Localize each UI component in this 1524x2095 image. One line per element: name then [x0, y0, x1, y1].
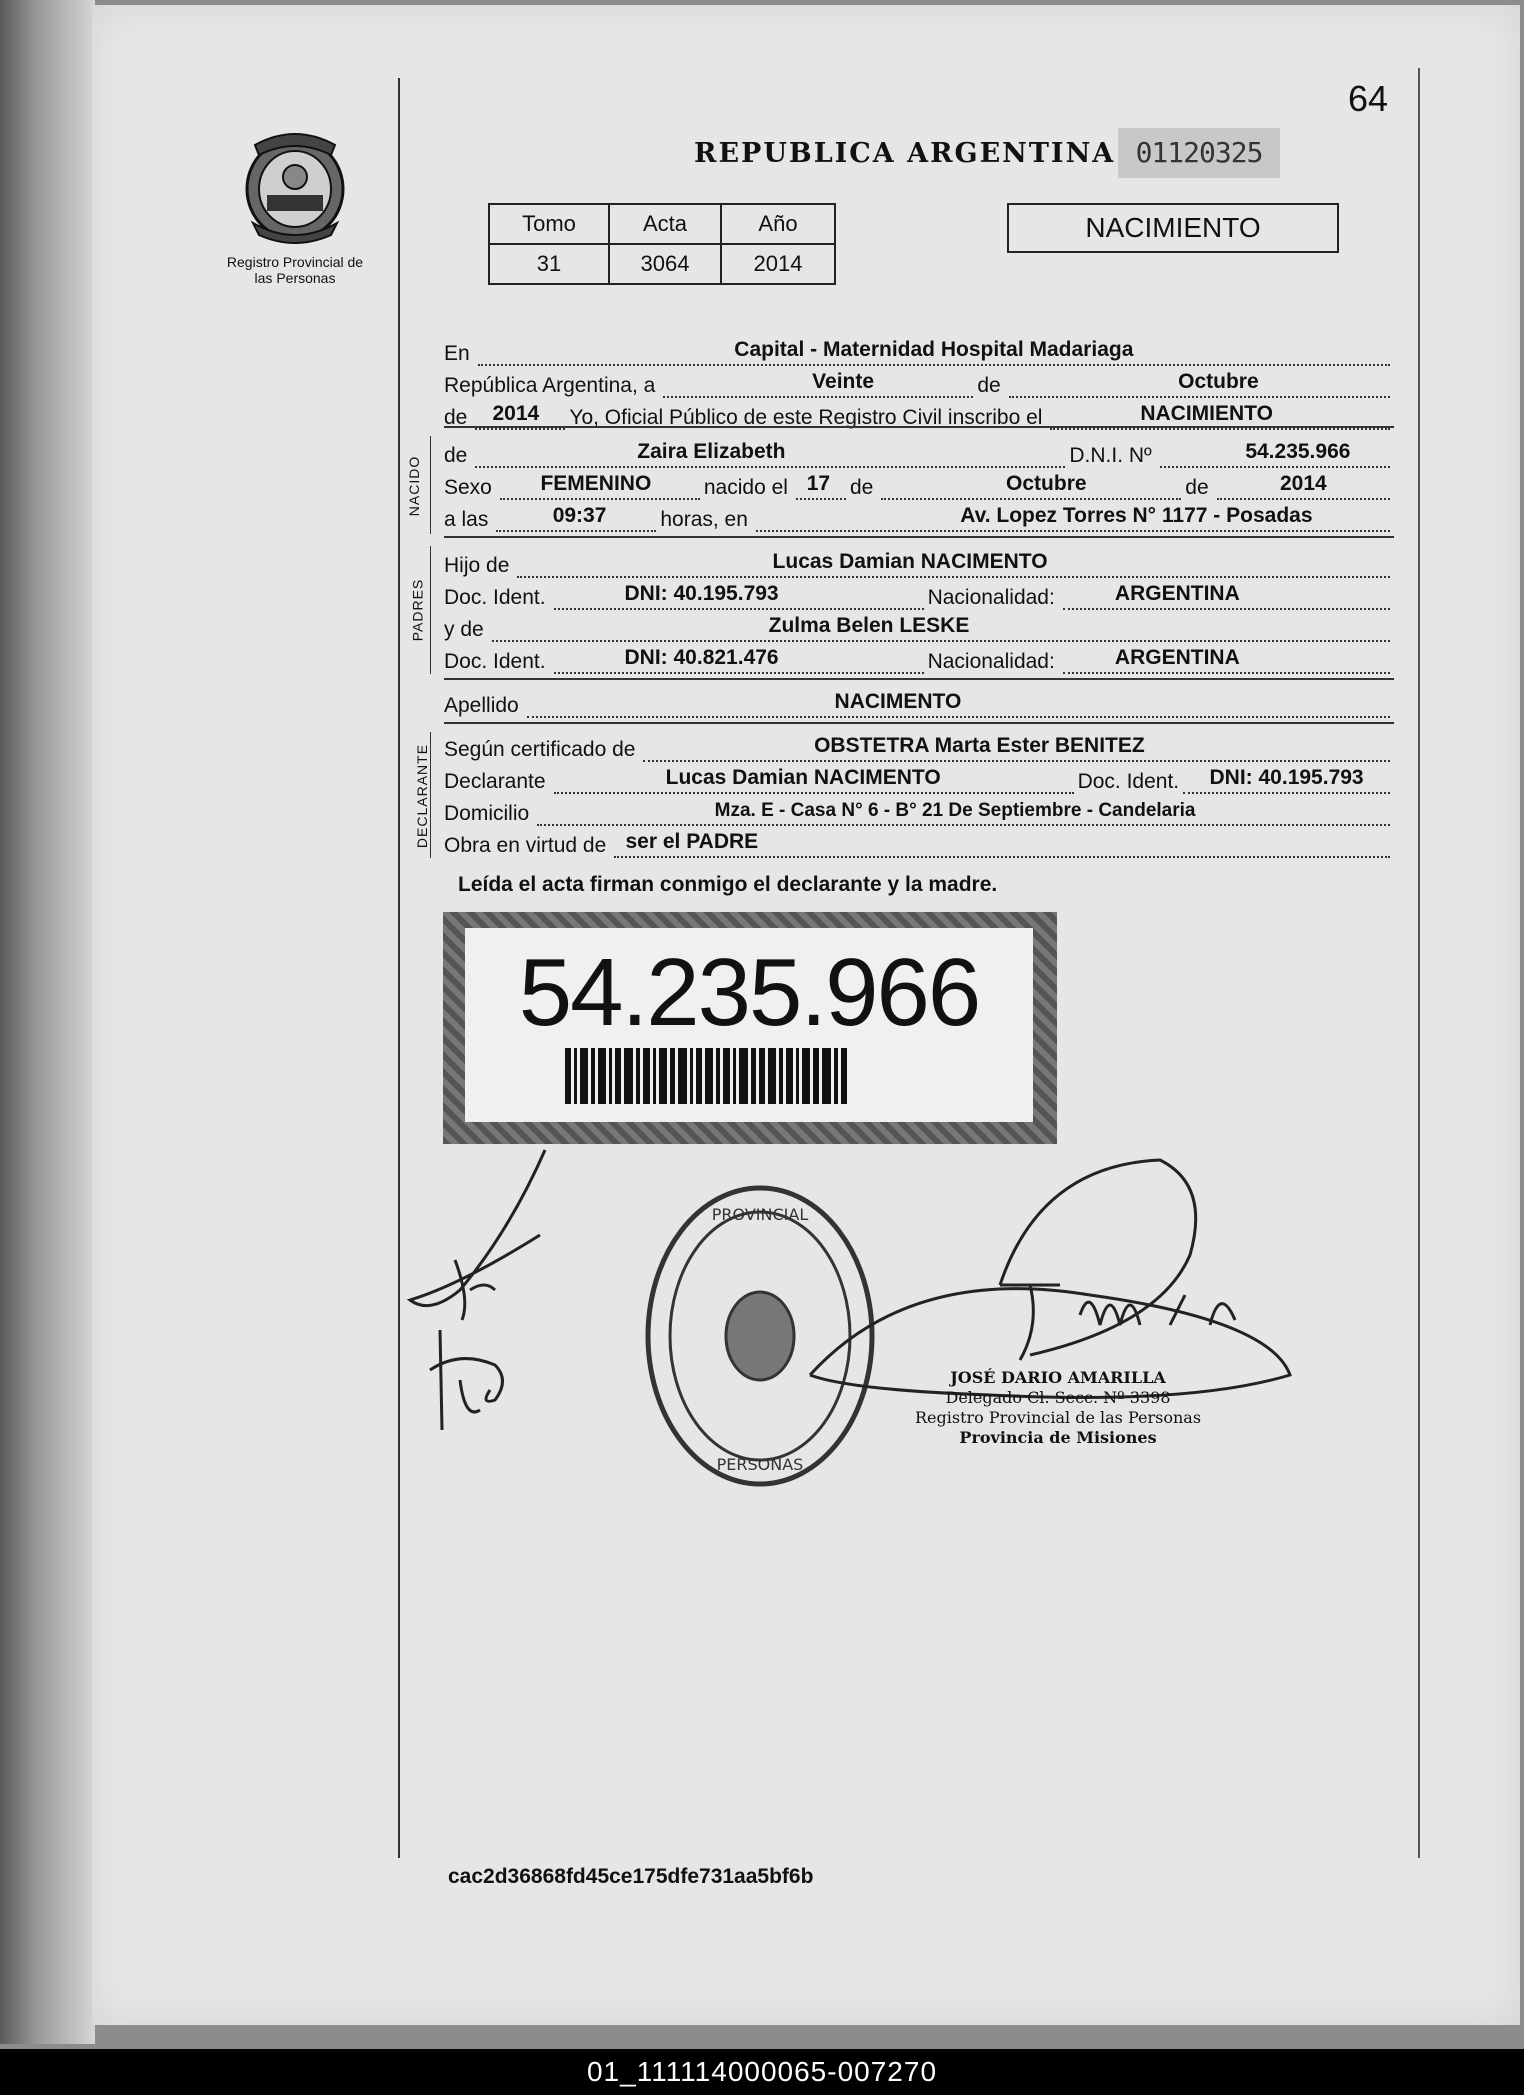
value-time: 09:37 [552, 504, 607, 527]
row-sex [444, 470, 1394, 500]
scan-footer-id: 01_111114000065-007270 [0, 2049, 1524, 2095]
row-place [444, 336, 1394, 366]
value-apellido: NACIMENTO [834, 690, 962, 713]
label-de2: de [444, 406, 468, 429]
value-month: Octubre [1178, 370, 1259, 393]
document-hash: cac2d36868fd45ce175dfe731aa5bf6b [448, 1865, 814, 1888]
header-acta: Acta [609, 204, 721, 244]
coat-of-arms-icon [235, 125, 355, 245]
closing-statement: Leída el acta firman conmigo el declarante y la madre. [458, 873, 998, 896]
id-barcode-card [443, 912, 1057, 1144]
value-dni: 54.235.966 [1245, 440, 1351, 463]
label-mother-doc: Doc. Ident. [444, 650, 546, 673]
value-birth-year: 2014 [1279, 472, 1327, 495]
label-declarante-doc: Doc. Ident. [1077, 770, 1180, 793]
value-birth-month: Octubre [1006, 472, 1087, 495]
label-inscribo: Yo, Oficial Público de este Registro Civil inscribo el [569, 406, 1043, 429]
barcode-number: 54.235.966 [518, 939, 980, 1046]
value-birth-address: Av. Lopez Torres N° 1177 - Posadas [960, 504, 1313, 527]
row-father-doc [444, 580, 1394, 610]
label-en: En [444, 342, 470, 365]
registry-logo [225, 125, 365, 286]
value-obra: ser el PADRE [625, 830, 759, 853]
value-child-name: Zaira Elizabeth [637, 440, 786, 463]
label-father-doc: Doc. Ident. [444, 586, 546, 609]
official-title: Delegado Cl. Secc. Nº 3398 [945, 1388, 1171, 1407]
label-mother-nacionalidad: Nacionalidad: [927, 650, 1055, 673]
official-org: Registro Provincial de las Personas [915, 1408, 1202, 1427]
label-domicilio: Domicilio [444, 802, 530, 825]
value-day: Veinte [812, 370, 875, 393]
label-de-birth: de [849, 476, 874, 499]
barcode-icon [565, 1048, 935, 1104]
register-value-row [489, 244, 835, 284]
row-obra [444, 828, 1394, 858]
margin-line [398, 78, 400, 1858]
official-name: JOSÉ DARIO AMARILLA [950, 1368, 1166, 1387]
scan-edge [0, 0, 95, 2044]
right-margin-line [1418, 68, 1420, 1858]
label-de: de [977, 374, 1001, 397]
label-y-de: y de [444, 618, 484, 641]
value-mother-nationality: ARGENTINA [1114, 646, 1240, 669]
value-mother-name: Zulma Belen LESKE [768, 614, 970, 637]
value-sexo: FEMENINO [540, 472, 652, 495]
value-tomo: 31 [489, 244, 609, 284]
row-mother-doc [444, 644, 1394, 674]
label-republica: República Argentina, a [444, 374, 656, 397]
record-type-box: NACIMIENTO [1007, 203, 1339, 253]
label-obra: Obra en virtud de [444, 834, 607, 857]
value-declarante: Lucas Damian NACIMENTO [665, 766, 941, 789]
row-time [444, 502, 1394, 532]
label-father-nacionalidad: Nacionalidad: [927, 586, 1055, 609]
value-acta: 3064 [609, 244, 721, 284]
row-name [444, 438, 1394, 468]
label-hijo-de: Hijo de [444, 554, 510, 577]
row-certificado [444, 732, 1394, 762]
value-act-type: NACIMIENTO [1140, 402, 1273, 425]
value-certificado: OBSTETRA Marta Ester BENITEZ [814, 734, 1145, 757]
section-nacido: NACIDO [406, 455, 423, 517]
serial-stamp: 01120325 [1118, 128, 1280, 178]
label-horas: horas, en [660, 508, 748, 531]
value-father-name: Lucas Damian NACIMENTO [772, 550, 1048, 573]
value-birth-day: 17 [806, 472, 831, 495]
value-mother-doc: DNI: 40.821.476 [624, 646, 779, 669]
register-header-row [489, 204, 835, 244]
row-declarante [444, 764, 1394, 794]
logo-caption: Registro Provincial de las Personas [226, 254, 364, 286]
value-declarante-doc: DNI: 40.195.793 [1209, 766, 1364, 789]
header-tomo: Tomo [489, 204, 609, 244]
register-table [488, 203, 836, 285]
page-number: 64 [1348, 78, 1389, 119]
row-father [444, 548, 1394, 578]
svg-text:PROVINCIAL: PROVINCIAL [711, 1205, 809, 1224]
label-a-las: a las [444, 508, 489, 531]
section-padres: PADRES [409, 578, 426, 642]
header-anio: Año [721, 204, 835, 244]
label-certificado: Según certificado de [444, 738, 636, 761]
label-de-name: de [444, 444, 468, 467]
row-date [444, 368, 1394, 398]
official-province: Provincia de Misiones [959, 1428, 1157, 1447]
value-domicilio: Mza. E - Casa N° 6 - B° 21 De Septiembre - Candelaria [714, 800, 1196, 821]
label-declarante: Declarante [444, 770, 546, 793]
value-year: 2014 [492, 402, 540, 425]
declarant-signature [400, 1140, 570, 1460]
row-mother [444, 612, 1394, 642]
value-father-doc: DNI: 40.195.793 [624, 582, 779, 605]
svg-text:PERSONAS: PERSONAS [716, 1455, 804, 1474]
label-dni: D.N.I. Nº [1069, 444, 1152, 467]
value-place: Capital - Maternidad Hospital Madariaga [734, 338, 1134, 361]
label-sexo: Sexo [444, 476, 492, 499]
official-signature-block [915, 1368, 1201, 1448]
value-father-nationality: ARGENTINA [1114, 582, 1240, 605]
row-domicilio [444, 796, 1394, 826]
value-anio: 2014 [721, 244, 835, 284]
country-title: REPUBLICA ARGENTINA [694, 138, 1116, 169]
row-apellido [444, 688, 1394, 718]
label-nacido-el: nacido el [703, 476, 788, 499]
label-apellido: Apellido [444, 694, 519, 717]
label-de-birth2: de [1185, 476, 1209, 499]
section-declarante: DECLARANTE [414, 743, 431, 849]
